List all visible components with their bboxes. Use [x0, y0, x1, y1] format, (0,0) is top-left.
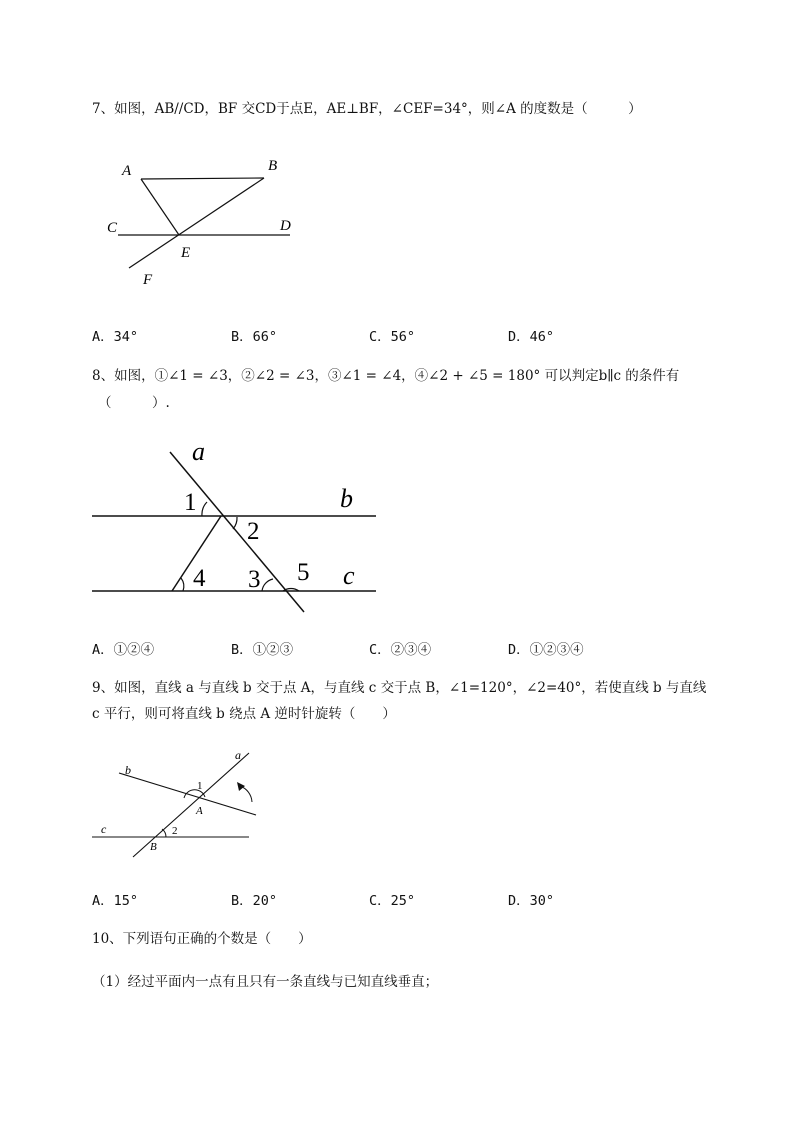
- q8-angle-4: 4: [193, 565, 206, 592]
- q7-label-D: D: [280, 218, 291, 234]
- q9-label-B: B: [150, 841, 157, 853]
- q9-option-c: C．25°: [369, 893, 416, 909]
- q8-angle-3: 3: [248, 566, 261, 593]
- q8-label-c: c: [343, 561, 355, 590]
- q9-label-b: b: [125, 763, 131, 777]
- q10-stem: 10、下列语句正确的个数是（ ）: [92, 931, 312, 947]
- q9-label-c: c: [101, 822, 107, 836]
- q7-label-C: C: [107, 220, 118, 236]
- q8-label-a: a: [192, 437, 205, 466]
- q8-figure: [92, 437, 392, 620]
- q8-stem-line2: （ ）.: [98, 395, 170, 411]
- q7-option-d: D．46°: [508, 329, 555, 345]
- q8-option-c: C．②③④: [369, 642, 432, 658]
- q8-option-d: D．①②③④: [508, 642, 584, 658]
- q9-option-b: B．20°: [231, 893, 278, 909]
- q7-option-b: B．66°: [231, 329, 278, 345]
- q9-label-a: a: [235, 748, 241, 762]
- q8-angle-2: 2: [247, 518, 260, 545]
- q9-option-a: A．15°: [92, 893, 139, 909]
- q7-stem: 7、如图，AB//CD，BF 交CD于点E，AE⊥BF，∠CEF=34°，则∠A 的度数是（ ）: [92, 101, 642, 117]
- q7-figure: [100, 150, 320, 300]
- q9-stem-line1: 9、如图，直线 a 与直线 b 交于点 A，与直线 c 交于点 B，∠1=120°，∠2=40°，若使直线 b 与直线: [92, 680, 707, 696]
- q8-option-a: A．①②④: [92, 642, 155, 658]
- q9-figure: [92, 745, 272, 865]
- q10-item-1: （1）经过平面内一点有且只有一条直线与已知直线垂直；: [92, 974, 439, 990]
- q7-label-B: B: [268, 158, 278, 174]
- q7-option-c: C．56°: [369, 329, 416, 345]
- q8-label-b: b: [340, 484, 353, 513]
- q9-stem-line2: c 平行，则可将直线 b 绕点 A 逆时针旋转（ ）: [92, 706, 396, 722]
- q8-angle-1: 1: [184, 489, 197, 516]
- q7-label-E: E: [181, 245, 191, 261]
- q8-stem-line1: 8、如图，①∠1 = ∠3，②∠2 = ∠3，③∠1 = ∠4，④∠2 + ∠5 = 180° 可以判定b∥c 的条件有: [92, 368, 680, 384]
- q9-option-d: D．30°: [508, 893, 555, 909]
- q7-label-F: F: [143, 272, 153, 288]
- q9-label-A: A: [196, 805, 203, 817]
- q8-angle-5: 5: [297, 559, 310, 586]
- q8-option-b: B．①②③: [231, 642, 294, 658]
- q9-angle-2: 2: [172, 825, 178, 837]
- q7-option-a: A．34°: [92, 329, 139, 345]
- q7-label-A: A: [122, 163, 132, 179]
- q9-angle-1: 1: [197, 780, 203, 792]
